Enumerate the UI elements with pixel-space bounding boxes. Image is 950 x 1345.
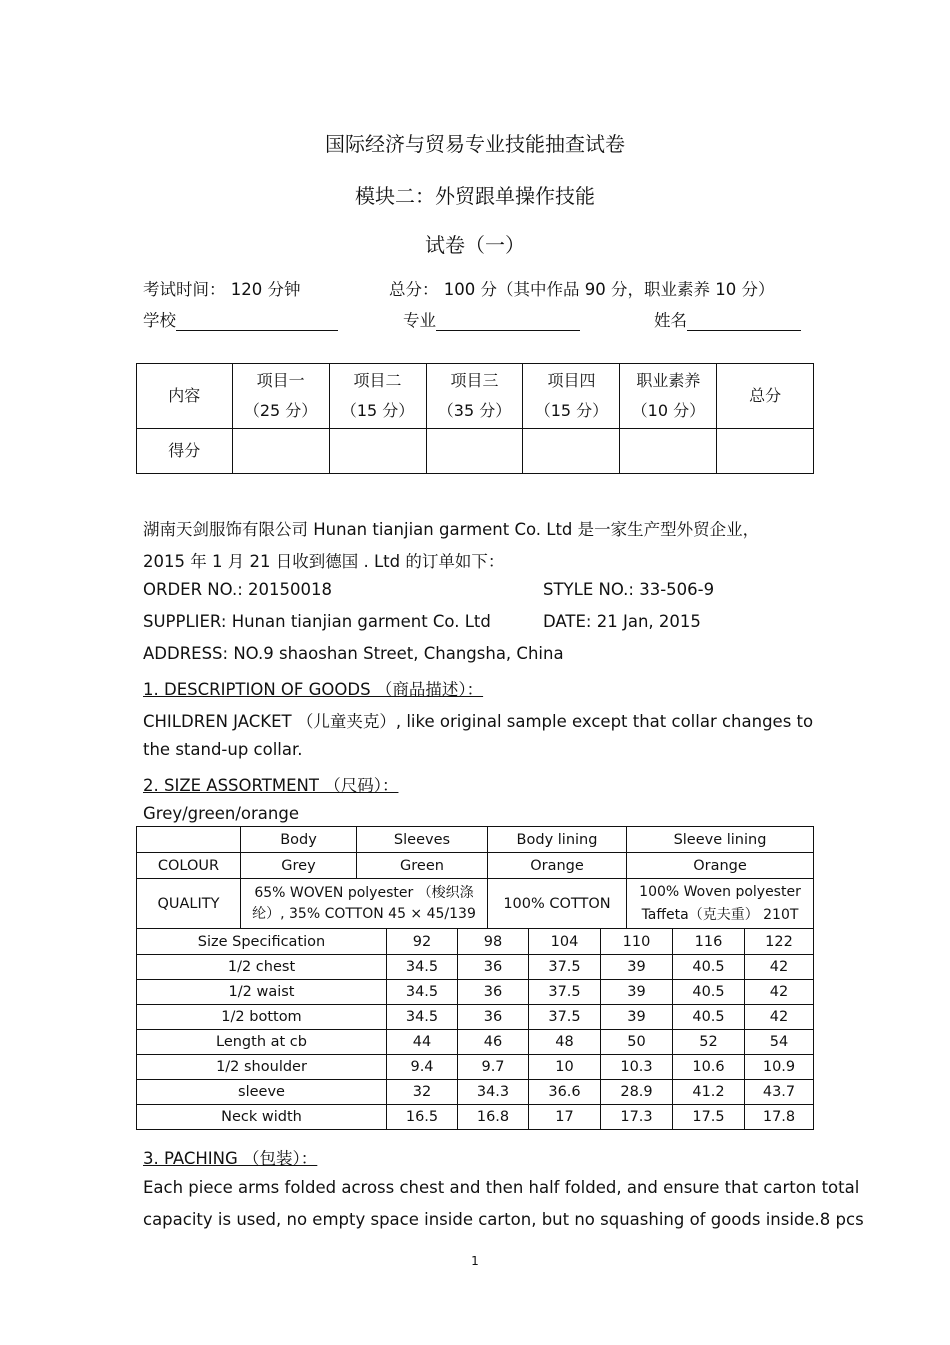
- row-label: 1/2 chest: [137, 955, 387, 980]
- cell: 50: [601, 1030, 673, 1055]
- paper-title: 试卷（一）: [425, 233, 525, 257]
- cell: 37.5: [529, 1005, 601, 1030]
- major-field: [403, 307, 580, 331]
- school-blank[interactable]: [176, 312, 338, 331]
- row-label: sleeve: [137, 1080, 387, 1105]
- school-field: [143, 307, 338, 331]
- intro-line-1: 湖南天剑服饰有限公司 Hunan tianjian garment Co. Ltd 是一家生产型外贸企业，: [143, 520, 760, 539]
- score-item-3: 项目三 （35 分）: [426, 364, 523, 429]
- cell: 17.8: [745, 1105, 814, 1130]
- table-row: [137, 980, 814, 1005]
- cell: 10.9: [745, 1055, 814, 1080]
- score-cell-5[interactable]: [620, 429, 717, 474]
- score-cell-4[interactable]: [523, 429, 620, 474]
- size-98: 98: [458, 929, 529, 955]
- name-blank[interactable]: [687, 312, 801, 331]
- table-row: [137, 1030, 814, 1055]
- cell: 10.6: [673, 1055, 745, 1080]
- section1-text-2: the stand-up collar.: [143, 740, 303, 759]
- name-field: [654, 307, 801, 331]
- section3-heading: 3. PACHING （包装）：: [143, 1149, 318, 1168]
- row-label: 1/2 bottom: [137, 1005, 387, 1030]
- cell: 52: [673, 1030, 745, 1055]
- score-total-label: 总分: [717, 364, 814, 429]
- score-item-2: 项目二 （15 分）: [329, 364, 426, 429]
- cell: 40.5: [673, 980, 745, 1005]
- quality-label: QUALITY: [137, 879, 241, 929]
- spec-header-body: Body: [241, 827, 357, 853]
- size-110: 110: [601, 929, 673, 955]
- score-cell-1[interactable]: [232, 429, 329, 474]
- cell: 37.5: [529, 955, 601, 980]
- cell: 44: [387, 1030, 458, 1055]
- supplier: SUPPLIER: Hunan tianjian garment Co. Ltd: [143, 612, 491, 631]
- row-label: Neck width: [137, 1105, 387, 1130]
- cell: 32: [387, 1080, 458, 1105]
- module-title: 模块二：外贸跟单操作技能: [355, 184, 595, 208]
- section1-text-1: CHILDREN JACKET （儿童夹克）, like original sample except that collar changes to: [143, 712, 814, 731]
- size-104: 104: [529, 929, 601, 955]
- colour-label: COLOUR: [137, 853, 241, 879]
- table-row: [137, 1080, 814, 1105]
- score-cell-3[interactable]: [426, 429, 523, 474]
- spec-header-body-lining: Body lining: [488, 827, 627, 853]
- cell: 16.5: [387, 1105, 458, 1130]
- row-label: Length at cb: [137, 1030, 387, 1055]
- address: ADDRESS: NO.9 shaoshan Street, Changsha, China: [143, 644, 564, 663]
- spec-header-sleeve-lining: Sleeve lining: [627, 827, 814, 853]
- spec-header-sleeves: Sleeves: [357, 827, 488, 853]
- major-label: 专业: [403, 311, 436, 330]
- cell: 36.6: [529, 1080, 601, 1105]
- cell: 42: [745, 980, 814, 1005]
- cell: 36: [458, 955, 529, 980]
- cell: 34.5: [387, 1005, 458, 1030]
- cell: 9.7: [458, 1055, 529, 1080]
- cell: 36: [458, 980, 529, 1005]
- cell: 34.5: [387, 955, 458, 980]
- colour-sleeve-lining: Orange: [627, 853, 814, 879]
- cell: 39: [601, 1005, 673, 1030]
- cell: 46: [458, 1030, 529, 1055]
- cell: 54: [745, 1030, 814, 1055]
- score-cell-2[interactable]: [329, 429, 426, 474]
- score-obtained-label: 得分: [137, 429, 233, 474]
- style-number: STYLE NO.: 33-506-9: [543, 580, 715, 599]
- quality-body-lining: 100% COTTON: [488, 879, 627, 929]
- cell: 17.3: [601, 1105, 673, 1130]
- cell: 42: [745, 1005, 814, 1030]
- cell: 9.4: [387, 1055, 458, 1080]
- score-item-1: 项目一 （25 分）: [232, 364, 329, 429]
- cell: 17: [529, 1105, 601, 1130]
- cell: 48: [529, 1030, 601, 1055]
- cell: 16.8: [458, 1105, 529, 1130]
- section3-text-2: capacity is used, no empty space inside carton, but no squashing of goods inside.8 pcs: [143, 1210, 864, 1229]
- score-row-label: 内容: [137, 364, 233, 429]
- cell: 10: [529, 1055, 601, 1080]
- cell: 17.5: [673, 1105, 745, 1130]
- table-row: [137, 1055, 814, 1080]
- school-label: 学校: [143, 311, 176, 330]
- size-table: [136, 928, 814, 1130]
- cell: 39: [601, 955, 673, 980]
- major-blank[interactable]: [436, 312, 580, 331]
- cell: 28.9: [601, 1080, 673, 1105]
- cell: 39: [601, 980, 673, 1005]
- name-label: 姓名: [654, 311, 687, 330]
- size-header-label: Size Specification: [137, 929, 387, 955]
- cell: 36: [458, 1005, 529, 1030]
- row-label: 1/2 shoulder: [137, 1055, 387, 1080]
- cell: 34.5: [387, 980, 458, 1005]
- score-cell-total[interactable]: [717, 429, 814, 474]
- score-table: [136, 363, 814, 474]
- colour-body-lining: Orange: [488, 853, 627, 879]
- colour-body: Grey: [241, 853, 357, 879]
- spec-corner: [137, 827, 241, 853]
- cell: 34.3: [458, 1080, 529, 1105]
- size-116: 116: [673, 929, 745, 955]
- size-122: 122: [745, 929, 814, 955]
- score-item-4: 项目四 （15 分）: [523, 364, 620, 429]
- order-date: DATE: 21 Jan, 2015: [543, 612, 701, 631]
- intro-line-2: 2015 年 1 月 21 日收到德国 . Ltd 的订单如下：: [143, 552, 505, 571]
- section1-heading: 1. DESCRIPTION OF GOODS （商品描述）：: [143, 680, 484, 699]
- table-row: [137, 1105, 814, 1130]
- cell: 10.3: [601, 1055, 673, 1080]
- order-number: ORDER NO.: 20150018: [143, 580, 332, 599]
- cell: 40.5: [673, 955, 745, 980]
- table-row: [137, 955, 814, 980]
- cell: 40.5: [673, 1005, 745, 1030]
- score-item-5: 职业素养 （10 分）: [620, 364, 717, 429]
- colour-sleeves: Green: [357, 853, 488, 879]
- cell: 41.2: [673, 1080, 745, 1105]
- cell: 43.7: [745, 1080, 814, 1105]
- section3-text-1: Each piece arms folded across chest and then half folded, and ensure that carton total: [143, 1178, 860, 1197]
- exam-total: 总分： 100 分（其中作品 90 分，职业素养 10 分）: [389, 280, 775, 299]
- exam-time: 考试时间： 120 分钟: [143, 280, 301, 299]
- page-number: 1: [471, 1254, 479, 1268]
- table-row: [137, 1005, 814, 1030]
- cell: 37.5: [529, 980, 601, 1005]
- row-label: 1/2 waist: [137, 980, 387, 1005]
- colorway: Grey/green/orange: [143, 804, 299, 823]
- cell: 42: [745, 955, 814, 980]
- section2-heading: 2. SIZE ASSORTMENT （尺码）：: [143, 776, 399, 795]
- size-92: 92: [387, 929, 458, 955]
- exam-title: 国际经济与贸易专业技能抽查试卷: [325, 132, 625, 156]
- spec-table: [136, 826, 814, 929]
- quality-sleeve-lining: 100% Woven polyester Taffeta（克夫重） 210T: [627, 879, 814, 929]
- quality-body: 65% WOVEN polyester （梭织涤 纶）, 35% COTTON 45 × 45/139: [241, 879, 488, 929]
